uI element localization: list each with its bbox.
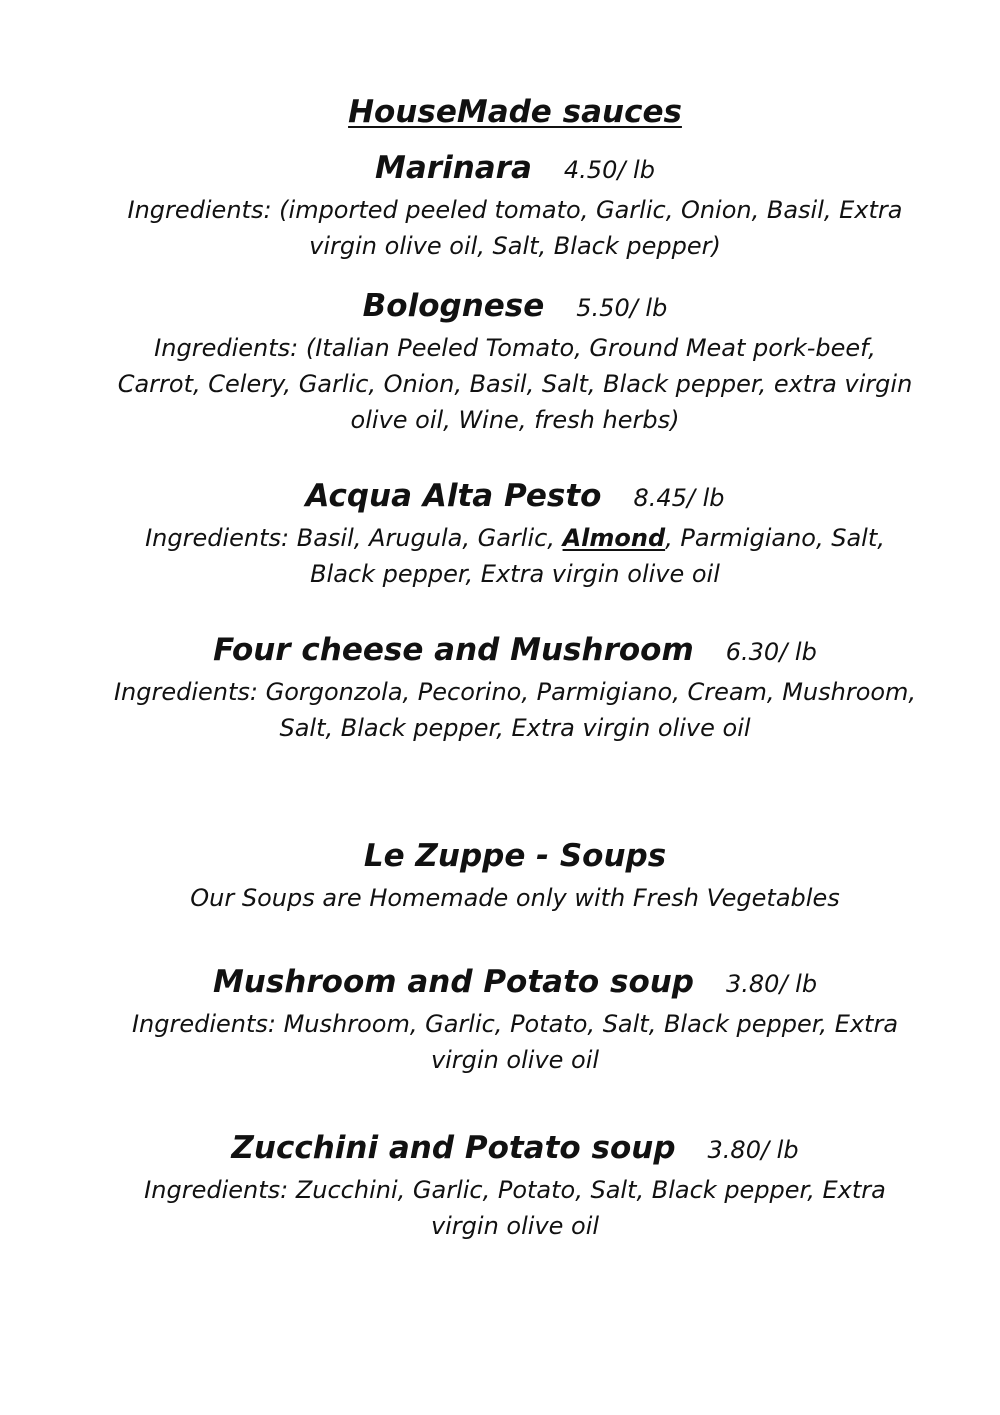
ingredients-before-allergen: Ingredients: Basil, Arugula, Garlic, — [145, 524, 563, 552]
item-name: Four cheese and Mushroom — [213, 632, 694, 668]
item-ingredients: Ingredients: Mushroom, Garlic, Potato, Salt, Black pepper, Extra virgin olive oil — [131, 1010, 899, 1074]
item-price: 3.80/ lb — [707, 1136, 799, 1164]
item-ingredients: Ingredients: (Italian Peeled Tomato, Ground Meat pork-beef, Carrot, Celery, Garlic, Onion, Basil, Salt, Black pepper, extra virgin olive oil, Wine, fresh herbs) — [117, 334, 913, 434]
item-header — [110, 962, 920, 1004]
menu-item-mushroom-potato-soup — [110, 962, 920, 1078]
item-header — [110, 286, 920, 328]
item-ingredients — [110, 520, 920, 592]
menu-item-marinara — [110, 148, 920, 264]
sauces-title: HouseMade sauces — [348, 94, 682, 130]
item-header — [110, 1128, 920, 1170]
sauces-section-heading — [110, 92, 920, 132]
item-name: Mushroom and Potato soup — [212, 964, 694, 1000]
item-ingredients: Ingredients: Gorgonzola, Pecorino, Parmigiano, Cream, Mushroom, Salt, Black pepper, Extra virgin olive oil — [113, 678, 917, 742]
menu-item-acqua-alta-pesto — [110, 476, 920, 592]
item-price: 6.30/ lb — [725, 638, 817, 666]
soups-section-heading — [110, 836, 920, 916]
item-price: 4.50/ lb — [563, 156, 655, 184]
item-name: Zucchini and Potato soup — [231, 1130, 676, 1166]
soups-tagline: Our Soups are Homemade only with Fresh Vegetables — [190, 884, 840, 912]
item-header — [110, 476, 920, 518]
item-name: Marinara — [375, 150, 532, 186]
menu-item-four-cheese-mushroom — [110, 630, 920, 746]
item-header — [110, 630, 920, 672]
item-name: Bolognese — [362, 288, 545, 324]
allergen-label: Almond — [562, 524, 666, 552]
item-ingredients: Ingredients: (imported peeled tomato, Garlic, Onion, Basil, Extra virgin olive oil, Salt, Black pepper) — [127, 196, 903, 260]
item-price: 8.45/ lb — [633, 484, 725, 512]
item-ingredients: Ingredients: Zucchini, Garlic, Potato, Salt, Black pepper, Extra virgin olive oil — [144, 1176, 886, 1240]
item-price: 3.80/ lb — [726, 970, 818, 998]
menu-item-bolognese — [110, 286, 920, 438]
soups-title: Le Zuppe - Soups — [363, 838, 667, 874]
menu-item-zucchini-potato-soup — [110, 1128, 920, 1244]
ingredients-after-allergen: , Parmigiano, Salt, Black pepper, Extra virgin olive oil — [310, 524, 885, 588]
item-header — [110, 148, 920, 190]
item-name: Acqua Alta Pesto — [305, 478, 602, 514]
item-price: 5.50/ lb — [576, 294, 668, 322]
